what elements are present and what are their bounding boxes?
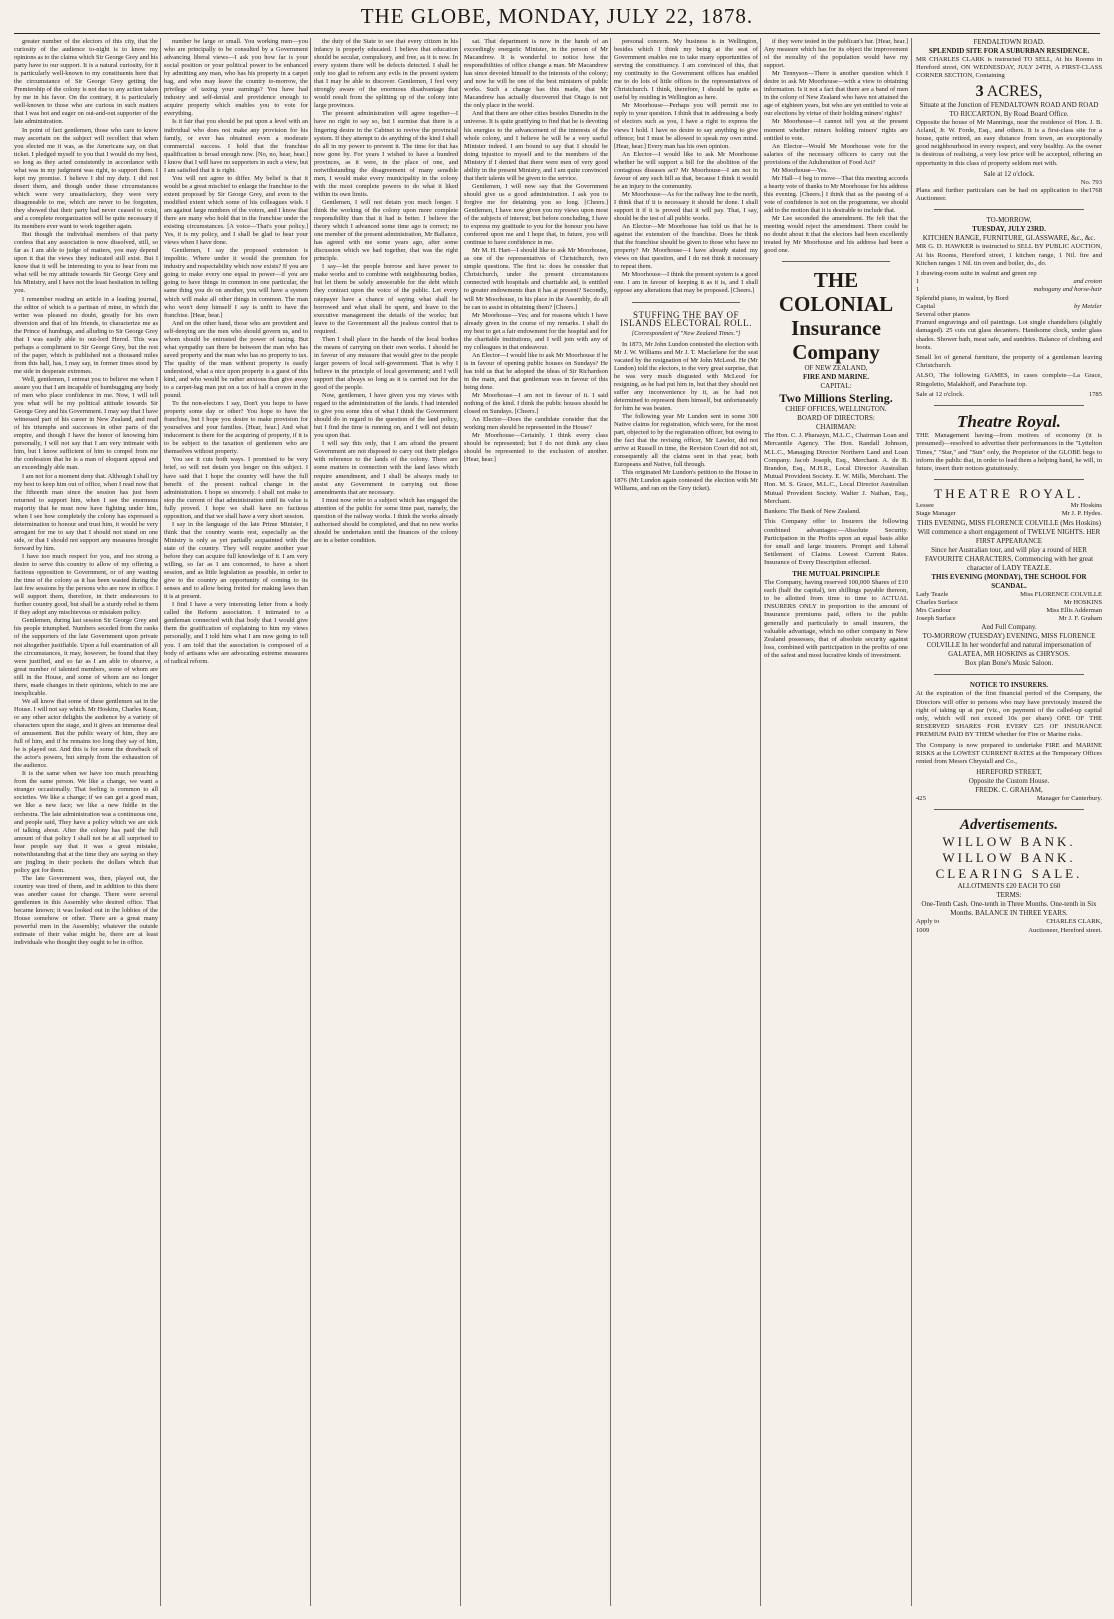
clearing-sale-title: CLEARING SALE. (935, 866, 1083, 882)
item-name: 1 drawing-room suite in walnut and green rep (916, 270, 1037, 278)
divider (782, 261, 890, 262)
paragraph: In point of fact gentlemen, those who care to know may ascertain on the subject will recollect that when you elected me it was, as the Americans say, on that ticket. I pledged myself to you that I would do my best, so long as they acted consistently in accordance with what was in my judgment was right, to support them. I kept my promise. I believe I did my duty. I did not desert them, and though under these circumstances which were very unsatisfactory, they were very disagreeable to me, which are never to be forgotten, they showed that their party had never ceased to exist, and a complete reorganization will be quite necessary if its members ever want to work together again. (14, 126, 158, 231)
actor: Mr J. F. Graham (1058, 615, 1102, 623)
column-6 (764, 38, 908, 1606)
paragraph: The late Government was, then, played out, the country was tired of them, and in addition to this there was another cause for change. There were several gentlemen in this Assembly who desired office. That became known; it was looked out in the lobbies of the House somehow or other. There are a great many powerful men in the Assembly; whatever the outside estimate of their value might be, there are at least individuals who thought they ought to be in office. (14, 874, 158, 947)
advantages: This Company offer to Insurers the following combined advantages:—Absolute Security. Participation in the Profits upon an equal basis alike for small and large insurers. Prompt and Liberal Settlement of Claims. Lowest Current Rates. Insurance of Every Description effected. (764, 518, 908, 567)
paragraph: Mr M. H. Hart—I should like to ask Mr Moorhouse, as one of the representatives of Christchurch, two simple questions. The first is: does he consider that Christchurch, under the present circumstances connected with hospitals and charitable aid, is entitled to greater endowments than it has at present? Secondly, will Mr Moorhouse, in his place in the Assembly, do all he can to assist in obtaining them? [Cheers.] (464, 247, 608, 311)
chief-offices: CHIEF OFFICES, WELLINGTON. (785, 405, 887, 414)
paragraph: Well, gentlemen, I entreat you to believe me when I assure you that I am incapable of humbugging any body of men who place confidence in me. Now, I will tell you what will be my political attitude towards Sir George Grey and his Government. I may say that I have witnessed part of his career in New Zealand, and read of his triumphs and successes in other parts of the empire, and though I have the honor of knowing him personally, I will not say that I am very intimate with him, but I know sufficient of him to compel from me the confession that he is a man of eloquent appeal and an exceedingly able man. (14, 375, 158, 472)
address: HEREFORD STREET, (976, 768, 1042, 777)
ad-heading: FENDALTOWN ROAD. (973, 38, 1045, 46)
ad-date: TUESDAY, JULY 23RD. (972, 225, 1046, 234)
bankers: Bankers: The Bank of New Zealand. (764, 508, 861, 516)
directors-list: The Hon. C. J. Pharazyn, M.L.C., Chairman Loan and Mercantile Agency. The Hon. Randall Johnson, M.L.C., Managing Director Northern Land and Loan Company. Jacob Joseph, Esq., Merchant. A. de B. Brandon, Esq., M.H.R., Local Director Australian Mutual Provident Society. E. W. Mills, Merchant. The Hon. M. S. Grace, M.L.C., Local Director Australian Mutual Provident Society. Walter J. Nathan, Esq., Merchant. (764, 432, 908, 505)
ad-number: 1009 (916, 926, 930, 934)
paragraph: Gentlemen, I will now say that the Government should give us a good administration. I ask you to forgive me for detaining you so long. [Cheers.] Gentlemen, I have now given you my views upon most of the subjects of interest; but before concluding, I have to express my gratitude to you for the honour you have conferred upon me and I hope that, in future, you will continue to have confidence in me. (464, 182, 608, 247)
divider (934, 809, 1084, 810)
insurance-title: THE COLONIAL (778, 268, 894, 317)
paragraph: personal concern. My business is in Wellington, besides which I think my being at the seat of Government enables me to take many opportunities of serving the constituency. I am convinced of this, that my continuity to the Government offices has enabled me to do lots of little offices to the representatives of Christchurch. I think, therefore, I should be quite as useful by residing in Wellington as here. (614, 38, 758, 102)
theatre-title: THEATRE ROYAL. (934, 486, 1084, 502)
paragraph: if they were tested in the publican's bar. [Hear, hear.] Any measure which has for its object the improvement of the morality of the population would have my support. (764, 38, 908, 70)
paragraph: An Elector—I would like to ask Mr Moorhouse whether he will support a bill for the abolition of the contagious diseases act? Mr Moorhouse—I am not in favour of any such bill as that, because I think it would be an injury to the community. (614, 150, 758, 190)
divider (934, 479, 1084, 480)
insurance-ad-sub (764, 570, 908, 579)
paragraph: An Elector—Would Mr Moorhouse vote for the salaries of the necessary officers to carry out the provisions of the Adulteration of Food Act? (764, 142, 908, 166)
paragraph: I will say this only, that I am afraid the present Government are not disposed to carry out their pledges with reference to the lands of the colony. There are some matters in connection with the land laws which require amendment, and I shall be always ready to assist any Government in carrying out those amendments that are necessary. (314, 440, 458, 496)
column-rule (460, 38, 461, 1606)
acres-number: 3 (975, 82, 984, 100)
column-3 (314, 38, 458, 1606)
ad-footer: Plans and further particulars can be had on application to the Auctioneer. (916, 187, 1089, 203)
theatre-notice-ad (916, 412, 1102, 432)
agent-name: FREDK. C. GRAHAM, (975, 786, 1043, 795)
lessee-name: Mr Hoskins (1070, 502, 1102, 510)
list-item (916, 311, 1102, 319)
paragraph: greater number of the electors of this city, that the curiosity of the audience to-night is to know my opinions as to the claims which Sir George Grey and his party have to our support. It is a natural curiosity, for it is particularly well-known to my constituents here that the circumstance of Sir George Grey getting the Premiership of the colony is not due to any action taken by me in his favor. On the contrary, it is particularly well-known to those who are curious in such matters that I was hot and eager on out-and-out supporter of the late administration. (14, 38, 158, 126)
actor: Miss FLORENCE COLVILLE (1020, 590, 1102, 598)
paragraph: And that there are other cities besides Dunedin in the universe. It is quite gratifying to find that he is devoting his energies to the advancement of the interests of the whole colony, and I believe he will be a very useful Minister indeed. I am bound to say that I should be doing injustice to myself and to the members of the Ministry if I denied that there were men of very good ability in the present Ministry, and I am quite convinced that their talents will be given to the service. (464, 110, 608, 182)
theatre-royal-footer (916, 623, 1102, 668)
cast-row (916, 607, 1102, 615)
ad-title: SPLENDID SITE FOR A SUBURBAN RESIDENCE. (928, 47, 1090, 55)
paragraph: Mr Hall—I beg to move—That this meeting accords a hearty vote of thanks to Mr Moorhouse for his address this evening. [Cheers.] I think that as the passing of a vote of confidence is not on the programme, we should add to the motion that it is desirable to include that. (764, 174, 908, 214)
chairman-label: CHAIRMAN: (815, 423, 857, 432)
insurance-sub-2: FIRE AND MARINE. (803, 373, 869, 382)
sale-time: Sale at 12 o'clock. (916, 390, 965, 398)
ad-text: At the expiration of the first financial period of the Company, the Directors will offer to persons who may have previously insured the right of taking up at par (viz., on payment of the called-up capital only, which will not exceed 10s per share) ONE OF THE RESERVED SHARES FOR EVERY £25 OF INSURANCE PREMIUM PAID BY THEM whether for Fire or Marine risks. (916, 690, 1102, 739)
list-item (916, 295, 1102, 303)
ad-number: No. 793 (1080, 178, 1102, 186)
theatre-notice-body (916, 432, 1102, 473)
column-5 (614, 38, 758, 1606)
column-7-advertisements (916, 38, 1102, 1606)
ad-number: 1785 (1088, 390, 1102, 398)
insurance-title-2: Insurance Company (791, 316, 881, 365)
kitchen-range-footer (916, 391, 1102, 399)
capital-label: CAPITAL: (820, 382, 852, 391)
item-detail: mahogany and horse-hair (1033, 286, 1102, 294)
paragraph: An Elector—Does the candidate consider that the working men should be represented in the House? (464, 416, 608, 432)
insurance-extra (916, 681, 1102, 690)
stage-manager-name: Mr J. P. Hydes. (1061, 510, 1102, 518)
fendalltown-body (916, 56, 1102, 81)
paragraph: I must now refer to a subject which has engaged the attention of the public for some time past, namely, the question of the railway works. I think the works already authorised should be completed, and that no new works should be undertaken until the finances of the colony are in a better condition. (314, 496, 458, 544)
ad-text: Will commence a short engagement of TWELVE NIGHTS. HER FIRST APPEARANCE (917, 527, 1101, 545)
paragraph: I am not for a moment deny that. Although I shall try my best to keep him out of office, when I read now that the fifteenth man since the session has just been returned to support him, when I see the enormous majority that he must now have fighting under him, when I see how completely the colony has expressed a determination to honour and trust him, it would be very arrogant for me to say that I should not stand on one side, or that I should not support any measures brought forward by him. (14, 472, 158, 552)
cast-row (916, 599, 1102, 607)
paragraph: Mr Moorhouse—Yes; and for reasons which I have already given in the course of my remarks. I shall do my best to get a fair endowment for the hospital and for the charitable institutions, and I will join with any of my colleagues in that endeavour. (464, 311, 608, 351)
paragraph: Gentlemen, I say the proposed extension is impolitic. Where under it would the premium for industry and respectability which now exists? If you are going to make every one equal in power—if you are going to have things in common in one particular, the same thing you do on another, you will have a system which will make all other things in common. The man who won't deny himself I say is unfit to have the franchise. [Hear, hear.] (164, 247, 308, 319)
paragraph: Is it fair that you should be put upon a level with an individual who does not make any provision for his family, or ever has obtained even a moderate commercial success. I hold that the franchise qualification is broad enough now. [No, no, hear, hear.] I know that I will have no supporters in such a view, but I am satisfied that it is right. (164, 118, 308, 174)
willow-bank-footer (916, 927, 1102, 935)
ad-text: TO-MORROW (TUESDAY) EVENING, MISS FLORENCE COLVILLE In her wonderful and natural impersonation of GALATEA, MR HOSKINS as CHRYSOS. (922, 632, 1096, 659)
paragraph: I say in the language of the late Prime Minister, I think that the country wants rest, especially as the Ministry is only as yet partially acquainted with the state of the country. They will require another year before they can acquire full knowledge of it. I am very willing, so far as I am concerned, to have a short session, and as little legislation as possible, in order to give to the country an opportunity of coming to its senses and to allow being fretted for making laws than it is at present. (164, 520, 308, 601)
item-name: Capital (916, 302, 936, 310)
capital-amount: Two Millions Sterling. (779, 391, 893, 406)
column-rule (310, 38, 311, 1606)
ad-text: THIS EVENING, MISS FLORENCE COLVILLE (Mrs Hoskins) (917, 518, 1101, 527)
cast-row (916, 615, 1102, 623)
kitchen-range-body (916, 243, 1102, 268)
mutual-principle-head: THE MUTUAL PRINCIPLE (792, 569, 880, 578)
paragraph: Mr Moorhouse—Yes. (772, 166, 828, 174)
column-2 (164, 38, 308, 1606)
fendalltown-ad (916, 38, 1102, 56)
paragraph: I remember reading an article in a leading journal, the editor of which is a partisan of mine, in which the writer was pleased no doubt, greatly for his own diversion and that of his friends, to characterize me as the Prince of humbugs, and alluding to Sir George Grey that I was easily able to out-lord Herod. This was perhaps a compliment to Sir George Grey, but the rest of the paper, which is published not a thousand miles from this hall, has, I may say, in former times stood by me side in desperate extremes. (14, 295, 158, 375)
role: Mrs Candour (916, 606, 951, 614)
ad-text: Framed engravings and oil paintings. Lot single chandeliers (slightly damaged). 25 cuts cut glass decanters. Handsome clock, under glass shades. Shower bath, meat safe, and sundries. Balance of clothing and boots. (916, 319, 1102, 351)
column-4 (464, 38, 608, 1606)
paragraph: It is the same when we have too much preaching from the same person. We like a change, we want a stranger occasionally. That feeling is common to all societies. We like a change; if we can get a good man, we like a new face; we like a new fiddle in the orchestra. The late administration was a continuous one, and people said, They have a policy which we are sick of talking about. After the colony has paid the full amount of that policy I shall not be at all surprised to hear people say that it was a great mistake, notwithstanding that at the time they are saying so they are jingling in their pockets the dollars which that policy got for them. (14, 770, 158, 874)
column-rule (160, 38, 161, 1606)
theatre-royal-details (916, 519, 1102, 591)
divider (934, 209, 1084, 210)
paragraph: sat. That department is now in the hands of an exceedingly energetic Minister, in the person of Mr Macandrew. It is wonderful to notice how the responsibilities of office change a man. Mr Macandrew has since devoted himself to the interests of the colony; and now he will be one of the best ministers of public works. Such a change has this made, that Mr Macandrew has actually discovered that Otago is not the only place in the world. (464, 38, 608, 110)
ad-text: Small lot of general furniture, the property of a gentleman leaving Christchurch. (916, 354, 1102, 370)
agent-title: Auctioneer, Hereford street. (1028, 926, 1102, 934)
theatre-royal-ad (916, 486, 1102, 502)
willow-bank-title: WILLOW BANK. (942, 834, 1076, 850)
paragraph: Mr Moorhouse—I am not in favour of it. I said nothing of the kind. I think the public houses should be closed on Sundays. [Cheers.] (464, 392, 608, 416)
masthead: THE GLOBE, MONDAY, JULY 22, 1878. (0, 0, 1114, 34)
actor: Mr HOSKINS (1063, 598, 1102, 606)
column-rule (760, 38, 761, 1606)
paragraph: Mr Moorhouse—I cannot tell you at the present moment whether miners holding miners' rights are entitled to vote. (764, 118, 908, 142)
paragraph: An Elector—I would like to ask Mr Moorhouse if he is in favour of opening public houses on Sundays? He has told us that he adopted the ideas of Sir Richardson in the main, and that gentleman was in favour of this being done. (464, 351, 608, 392)
fendalltown-details (916, 119, 1102, 168)
paragraph: You will not agree to differ. My belief is that it would be a great mischief to enlarge the franchise to the extent proposed by Sir George Grey, and even to the modified extent which some of his colleagues wish. I am against large numbers of the voters, and I know that there are many who hold that in the franchise under the existing circumstances. [A voice—That's your policy.] Yes, it is my policy, and I shall be glad to hear your views when I have done. (164, 174, 308, 247)
divider (934, 674, 1084, 675)
paragraph: Mr Lee seconded the amendment. He felt that the meeting would reject the amendment. There could be no doubt about it that the electors had been excellently treated by Mr Moorhouse and his address had been a good one. (764, 215, 908, 255)
paragraph: Gentlemen, I will not detain you much longer. I think the working of the colony upon more complete responsibility than that it had is better. I believe the theory which I advanced some time ago is correct; no one member of the present administration, Mr Ballance, has agreed with me some years ago, after some discussion which we had together, that was the right principle. (314, 198, 458, 263)
ad-text: Since her Australian tour, and will play a round of HER FAVOURITE CHARACTERS, Commencing with her great character of LADY TEAZLE. (924, 545, 1094, 572)
paragraph: I have too much respect for you, and too strong a desire to serve this country to allow of my offering a factious opposition to Government, or of any wasting the time of the colony as it has been wasted during the last few sessions by the persons who are now in office. I will support them, therefore, in their endeavours to further country good, but shall be a sturdy rebel to them if they adopt any mischievous or mistaken policy. (14, 553, 158, 617)
stage-manager-label: Stage Manager (916, 510, 956, 518)
role: Joseph Surface (916, 615, 956, 623)
willow-bank-apply (916, 918, 1102, 926)
ad-number: 1768 (1088, 187, 1102, 195)
article-byline: [Correspondent of "New Zealand Times."] (631, 329, 741, 337)
actor: Miss Ellis Adderman (1046, 606, 1102, 614)
fendalltown-footer (916, 187, 1102, 203)
cast-row (916, 591, 1102, 599)
insurance-sub: OF NEW ZEALAND, (804, 364, 868, 373)
paragraph: Mr Moorhouse—I think the present system is a good one. I am in favour of keeping it as it is, and I shall oppose any alterations that may be proposed. [Cheers.] (614, 271, 758, 295)
insurance-body (764, 432, 908, 567)
mutual-principle-body (764, 579, 908, 661)
ad-text: MR G. D. HAWKER is instructed to SELL BY PUBLIC AUCTION, At his Rooms, Hereford street, 1 kitchen range, 1 Nil. fire and Kitchen ranges 1 Nil. tin oven and boiler, do., do. (916, 243, 1102, 267)
ad-number: 425 (916, 795, 926, 803)
paragraph: You see it cuts both ways. I promised to be very brief, so will not detain you longer on this subject. I have said that I hope the country will have the full benefit of the present radical change in the administration. I hope so sincerely. I shall not make to stop the current of that administration until its value is fully proved. I hope we shall have no factious opposition, and that we shall have a very short session. (164, 456, 308, 520)
column-rule (911, 38, 912, 1606)
paragraph: Mr Moorhouse—Perhaps you will permit me to reply to your question. I think that in addressing a body of electors such as you, I have a right to express the views I hold. I have no desire to say anything to give offence; but I must be allowed to speak my own mind. [Hear, hear.] Every man has his own opinion. (614, 102, 758, 150)
insurance-notice-body (916, 690, 1102, 766)
role: Lady Teazle (916, 590, 949, 598)
fendalltown-sale (916, 170, 1102, 179)
paragraph: The present administration will agree together—I have no right to say so, but I surmise that there is a lingering desire in the Cabinet to revive the provincial system. If they attempt to do anything of the kind I shall do all in my power to prevent it. The time for that has now gone by. For years I wished to have a hundred provinces, as it were, in the place of one, and notwithstanding the disagreement of many sensible men, I would make every municipality in the colony with the most complete powers to do what it liked within its own limits. (314, 110, 458, 198)
paragraph: In 1873, Mr John Lundon contested the election with Mr J. W. Williams and Mr J. T. Macfarlane for the seat vacated by the resignation of Mr John McLeod. He (Mr Lundon) told the electors, to the very great surprise, that he was very much disgusted with McLeod for resigning, as he had put him in, but that they should not suffer any inconvenience by it, as he had not determined to represent them himself, but unfortunately for him he was beaten. (614, 340, 758, 413)
willow-bank-title-2: WILLOW BANK. (942, 850, 1076, 866)
board-label: BOARD OF DIRECTORS: (797, 414, 875, 423)
insurance-footer (916, 795, 1102, 803)
paragraph: Now, gentlemen, I have given you my views with regard to the administration of the lands. I had intended to give you some idea of what I think the Government should do in regard to the question of the land policy, but I find the time is running on, and I will not detain you upon that. (314, 392, 458, 440)
insurance-ad (764, 268, 908, 432)
paragraph: Mr Moorhouse—Certainly. I think every class should be represented; but I do not think any class should be represented to the exclusion of another. [Hear, hear.] (464, 432, 608, 464)
item-detail: and croton (1073, 278, 1102, 286)
sale-time: Sale at 12 o'clock. (983, 169, 1035, 178)
lessee-label: Lessee (916, 502, 934, 510)
mutual-principle-text: The Company, having reserved 100,000 Shares of £10 each (half the capital), ten shillings payable thereon, to be allotted from time to time to ACTUAL INSURERS ONLY in proportion to the amount of Insurance premiums paid, offers to the public generally and particularly to small insurers, the valuable advantage, which no other company in New Zealand possesses, that of absolute security against loss, combined with participation in the profits of one of the safest and most lucrative kinds of investment. (764, 578, 908, 660)
divider (632, 302, 740, 303)
paragraph: number be large or small. You working men—you who are principally to be consulted by a Government advancing liberal views—I ask you how far is your social position or your political power to be enhanced by admitting any man, who has his property in a carpet bag, and who may leave the country to-morrow, the privilege of taxing your earnings? You have had industry and self-denial and providence enough to acquire property which enables you to vote for everything. (164, 38, 308, 118)
item-name: 1 (916, 286, 920, 294)
ad-text: Opposite the house of Mr Mannings, near the residence of Hon. J. B. Acland, Jr. W. Forde, Esq., and others. It is a first-class site for a house, quite retired, an easy distance from town, an exceptionally good neighbourhood in every respect, and very healthy. As the owner is desirous of realising, a very low price will be accepted, offering an opportunity in this class of property seldom met with. (916, 118, 1102, 167)
terms-body: One-Tenth Cash. One-tenth in Three Months. One-tenth in Six Months. BALANCE IN THREE YEARS. (921, 900, 1097, 918)
advertisements-heading: Advertisements. (960, 817, 1058, 834)
paragraph: And on the other hand, those who are provident and self-denying are the men who should govern us, and to whom should be entrusted the power of taxing. But what sympathy can there be between the man who has saved property and the man who has no property to tax. The quality of the man without property is easily understood, what a nice upon property is a guest of this kind, and who would be rather anxious than give away to a carpet-bag man put on a tax of half a crown in the pound. (164, 319, 308, 400)
paragraph: Mr Moorhouse—As for the railway line to the north, I think that if it is necessary it should be done. I shall support it if it is proved that it will pay. That, I say, should be the test of all public works. (614, 190, 758, 223)
list-item (916, 303, 1102, 311)
paragraph: An Elector—Mr Moorhouse has told us that he is against the extension of the franchise. Does he think that the franchise should be given to those who have no property? Mr Moorhouse—I have already stated my views on that question, and I do not think it necessary to repeat them. (614, 223, 758, 271)
item-name: Several other pianos (916, 311, 970, 319)
ad-title: KITCHEN RANGE, FURNITURE, GLASSWARE, &c., &c. (922, 234, 1096, 243)
column-1 (14, 38, 158, 1606)
ad-text: THIS EVENING (MONDAY), THE SCHOOL FOR SCANDAL. (931, 572, 1087, 590)
paragraph: But though the individual members of that party confess that any association is now dissolved, still, so far as I am able to judge of matters, you may depend upon it that the views they indicated still exist. But I know that it will be interesting to you to hear from me what will be my attitude towards Sir George Grey and his Ministry, and I have not the least hesitation in telling you. (14, 231, 158, 295)
willow-bank-ad (916, 816, 1102, 918)
ad-text: ALSO, The following GAMES, in cases complete—La Grace, Ringoletto, Malakhoff, and Parachute top. (916, 372, 1102, 388)
paragraph: Then I shall place in the hands of the local bodies the means of carrying on their own works. I should be in favour of any measure that would give to the people larger powers of local self-government. That is why I believe in the principle of local government; and I will support that always so long as it is carried out for the good of the people. (314, 335, 458, 392)
article-headline: STUFFING THE BAY OF ISLANDS ELECTORAL ROLL. (620, 309, 752, 328)
paragraph: the duty of the State to see that every citizen in his infancy is properly educated. I believe that education should be secular, compulsory, and free, as it is now. In every system there will be defects detected. I shall be only too glad to reform any evils in the present system that I may be able to discover. Gentlemen, I feel very strongly aware of the enormous disadvantage that would result from the splitting up of the colony into large provinces. (314, 38, 458, 110)
terms-label: TERMS: (996, 891, 1022, 900)
stage-manager-row (916, 510, 1102, 518)
ad-text: The Company is now prepared to undertake FIRE and MARINE RISKS at the LOWEST CURRENT RATES at the Temporary Offices rented from Messrs Chrystall and Co., (916, 741, 1102, 765)
list-item (916, 286, 1102, 294)
paragraph: I find I have a very interesting letter from a body called the Reform association. I intimated to a gentleman connected with that body that I would give them the gratification of explaining to him my views personally, and I told him what I am now going to tell you. I am told that the association is composed of a body of artisans who are advocating extreme measures of radical reform. (164, 601, 308, 665)
paragraph: Gentlemen, during last session Sir George Grey and his people triumphed. Numbers seceded from the ranks of the supporters of the late Government upon private not altogether justifiable. Upon a full examination of all the circumstances, it may, however, be found that they were justified, and so far as I am able to observe, a great number of talented members, some of whom are still in the House, and some of whom are no longer there, made changes in their opinions, which to me are inexplicable. (14, 617, 158, 697)
ad-text: Box plan Bone's Music Saloon. (964, 659, 1054, 668)
acres-word: ACRES, (986, 82, 1043, 100)
insurance-address (916, 768, 1102, 795)
paragraph: To the non-electors I say, Don't you hope to have property some day or other? You hope to have the franchise, but I hope you desire to make provision for yourselves and your families. [Hear, hear.] And what inducement is there for the acquiring of property, if it is to be subject to the taxation of gentlemen who are themselves without property. (164, 400, 308, 456)
notice-head: NOTICE TO INSURERS. (969, 681, 1049, 690)
paragraph: This originated Mr Lundon's petition to the House in 1876 (Mr Lundon again contested the election with Mr Williams, and ran on the Grey ticket). (614, 469, 758, 493)
ad-text: THE Management having—from motives of economy (it is presumed)—resolved to advertise their performances in the "Lyttelton Times," "Star," and "Sun" only, the Proprietor of the GLOBE begs to inform the public that, in order to lead them a helping hand, he will, in future, insert their notices gratuitously. (916, 432, 1102, 472)
ad-text: MR CHARLES CLARK is instructed TO SELL, At his Rooms in Hereford street, ON WEDNESDAY, JULY 24TH, A FIRST-CLASS CORNER SECTION, Containing (916, 56, 1102, 80)
list-item (916, 278, 1102, 286)
fendalltown-ref (916, 179, 1102, 187)
agent-name: CHARLES CLARK, (1046, 918, 1102, 926)
lessee-row (916, 502, 1102, 510)
allotments: ALLOTMENTS £20 EACH TO £60 (957, 882, 1061, 891)
role: Charles Surface (916, 598, 958, 606)
paragraph: I say—let the people borrow and have power to make works and to combine with neighbouring bodies, but let them be solely answerable for the debt which they contract upon the voice of the public. Let every ratepayer have a chance of saying what shall be borrowed and what shall be spent, and leave to the executive management the details of the works; but leave to the Government all the jealous control that is required. (314, 263, 458, 335)
list-item (916, 270, 1102, 278)
acres-line (916, 83, 1102, 119)
ad-text: Situate at the Junction of FENDALTOWN ROAD AND ROAD TO RICCARTON, By Road Board Office. (919, 100, 1099, 118)
theatre-title: Theatre Royal. (957, 412, 1061, 432)
address-2: Opposite the Custom House. (968, 777, 1050, 786)
kitchen-range-more (916, 319, 1102, 389)
ad-text: And Full Company. (981, 623, 1037, 632)
kitchen-range-ad (916, 216, 1102, 243)
item-name: 1 (916, 278, 920, 286)
agent-title: Manager for Canterbury. (1036, 795, 1102, 803)
paragraph: Mr Tennyson—There is another question which I desire to ask Mr Moorhouse—with a view to obtaining information. Is it not a fact that there are a band of men in the colony of New Zealand who have not attained the age of eighteen years, but who are yet entitled to vote at our elections by virtue of their holding miners' rights? (764, 70, 908, 118)
column-rule (610, 38, 611, 1606)
ad-heading: TO-MORROW, (986, 216, 1032, 225)
apply-label: Apply to (916, 918, 940, 926)
paragraph: The following year Mr Lundon sent in some 300 Native claims for registration, which were, for the most part, objected to by the registration officer, but owing to the fact that the revising officer, Mr Lawlor, did not arrive at Russell in time, the Revision Court did not sit, consequently all the claims sent in that year, both Europeans and Native, full through. (614, 413, 758, 469)
paragraph: We all know that some of these gentlemen sat in the House. I will not say which. Mr Hoskins, Charles Kean, or any other actor delights the audience by a variety of characters upon the stage, and it gives an immense deal of amusement. But the public weary of him, they are full of him, and if he remains too long they say of him, he is played out. And this is for some the drawback of the actor's powers, but simply from the exhaustion of the audience. (14, 697, 158, 770)
item-detail: by Metzler (1073, 302, 1102, 310)
divider (934, 405, 1084, 406)
item-name: Splendid piano, in walnut, by Bord (916, 294, 1009, 302)
